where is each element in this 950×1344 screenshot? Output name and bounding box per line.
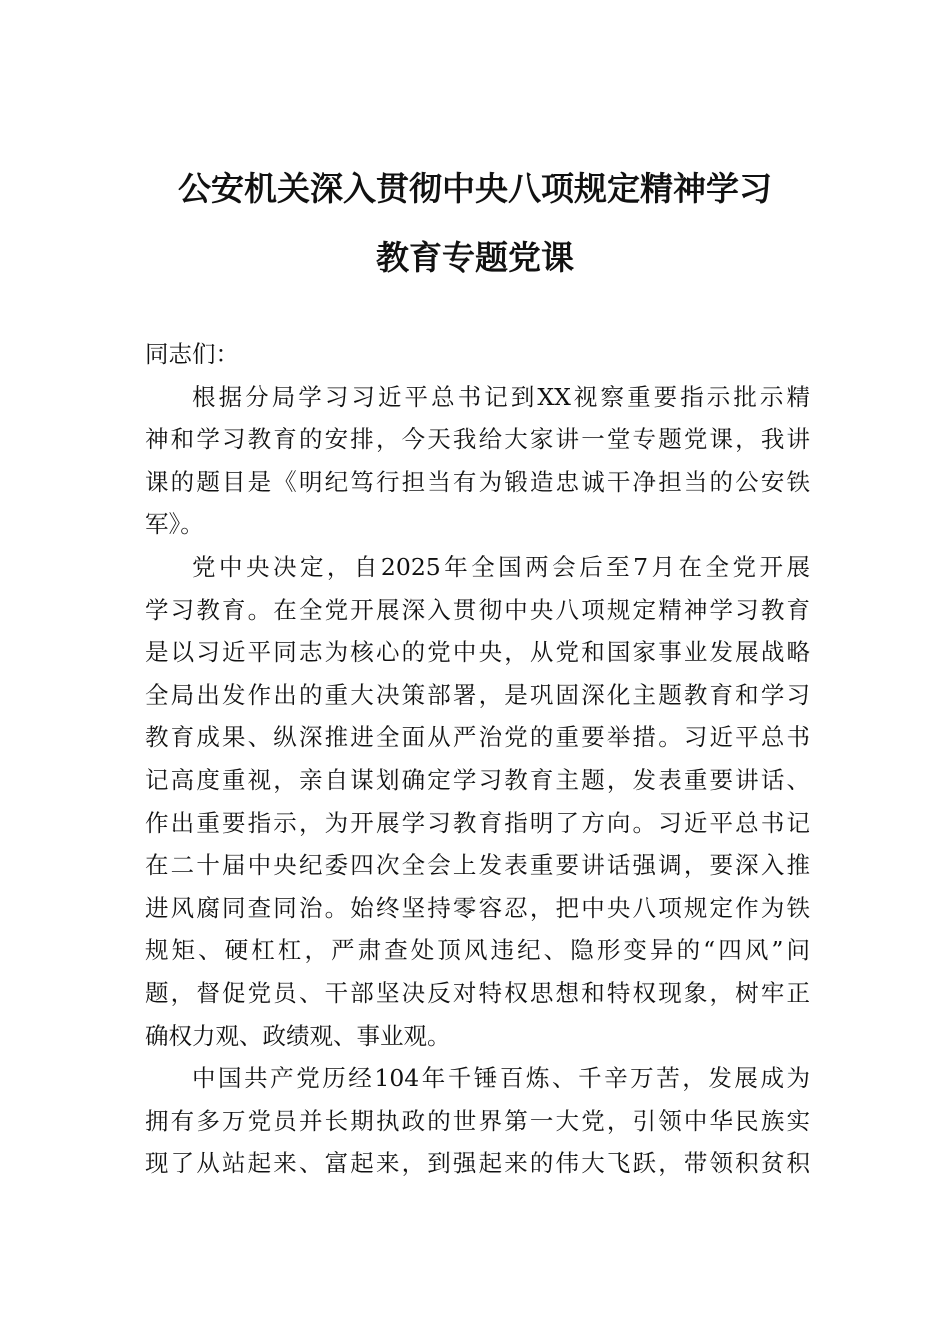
paragraph-line: 作出重要指示，为开展学习教育指明了方向。习近平总书记 xyxy=(145,808,810,837)
paragraph-3 xyxy=(145,1057,810,1185)
paragraph-line: 拥有多万党员并长期执政的世界第一大党，引领中华民族实 xyxy=(145,1106,810,1135)
paragraph-line: 确权力观、政绩观、事业观。 xyxy=(145,1021,451,1050)
document-title-line-1: 公安机关深入贯彻中央八项规定精神学习 xyxy=(178,169,772,208)
paragraph-line: 中国共产党历经104年千锤百炼、千辛万苦，发展成为 xyxy=(192,1064,810,1093)
paragraph-line: 学习教育。在全党开展深入贯彻中央八项规定精神学习教育 xyxy=(145,595,810,624)
paragraph-line: 现了从站起来、富起来，到强起来的伟大飞跃，带领积贫积 xyxy=(145,1149,810,1178)
paragraph-line: 是以习近平同志为核心的党中央，从党和国家事业发展战略 xyxy=(145,638,810,667)
paragraph-line: 记高度重视，亲自谋划确定学习教育主题，发表重要讲话、 xyxy=(145,765,810,794)
document-body xyxy=(145,333,810,1185)
paragraph-line: 进风腐同查同治。始终坚持零容忍，把中央八项规定作为铁 xyxy=(145,893,810,922)
paragraph-line: 全局出发作出的重大决策部署，是巩固深化主题教育和学习 xyxy=(145,680,810,709)
paragraph-line: 教育成果、纵深推进全面从严治党的重要举措。习近平总书 xyxy=(145,723,810,752)
document-title-line-2: 教育专题党课 xyxy=(376,238,574,277)
paragraph-line: 军》。 xyxy=(145,510,204,539)
paragraph-line: 规矩、硬杠杠，严肃查处顶风违纪、隐形变异的“四风”问 xyxy=(145,936,810,965)
salutation: 同志们： xyxy=(145,340,239,368)
paragraph-line: 课的题目是《明纪笃行担当有为锻造忠诚干净担当的公安铁 xyxy=(145,467,810,496)
paragraph-line: 党中央决定，自2025年全国两会后至7月在全党开展 xyxy=(192,552,810,581)
paragraph-line: 题，督促党员、干部坚决反对特权思想和特权现象，树牢正 xyxy=(145,978,810,1007)
paragraph-line: 根据分局学习习近平总书记到XX视察重要指示批示精 xyxy=(192,382,810,411)
paragraph-line: 在二十届中央纪委四次全会上发表重要讲话强调，要深入推 xyxy=(145,851,810,880)
paragraph-line: 神和学习教育的安排，今天我给大家讲一堂专题党课，我讲 xyxy=(145,425,810,454)
paragraph-2 xyxy=(145,546,810,1057)
paragraph-1 xyxy=(145,376,810,546)
